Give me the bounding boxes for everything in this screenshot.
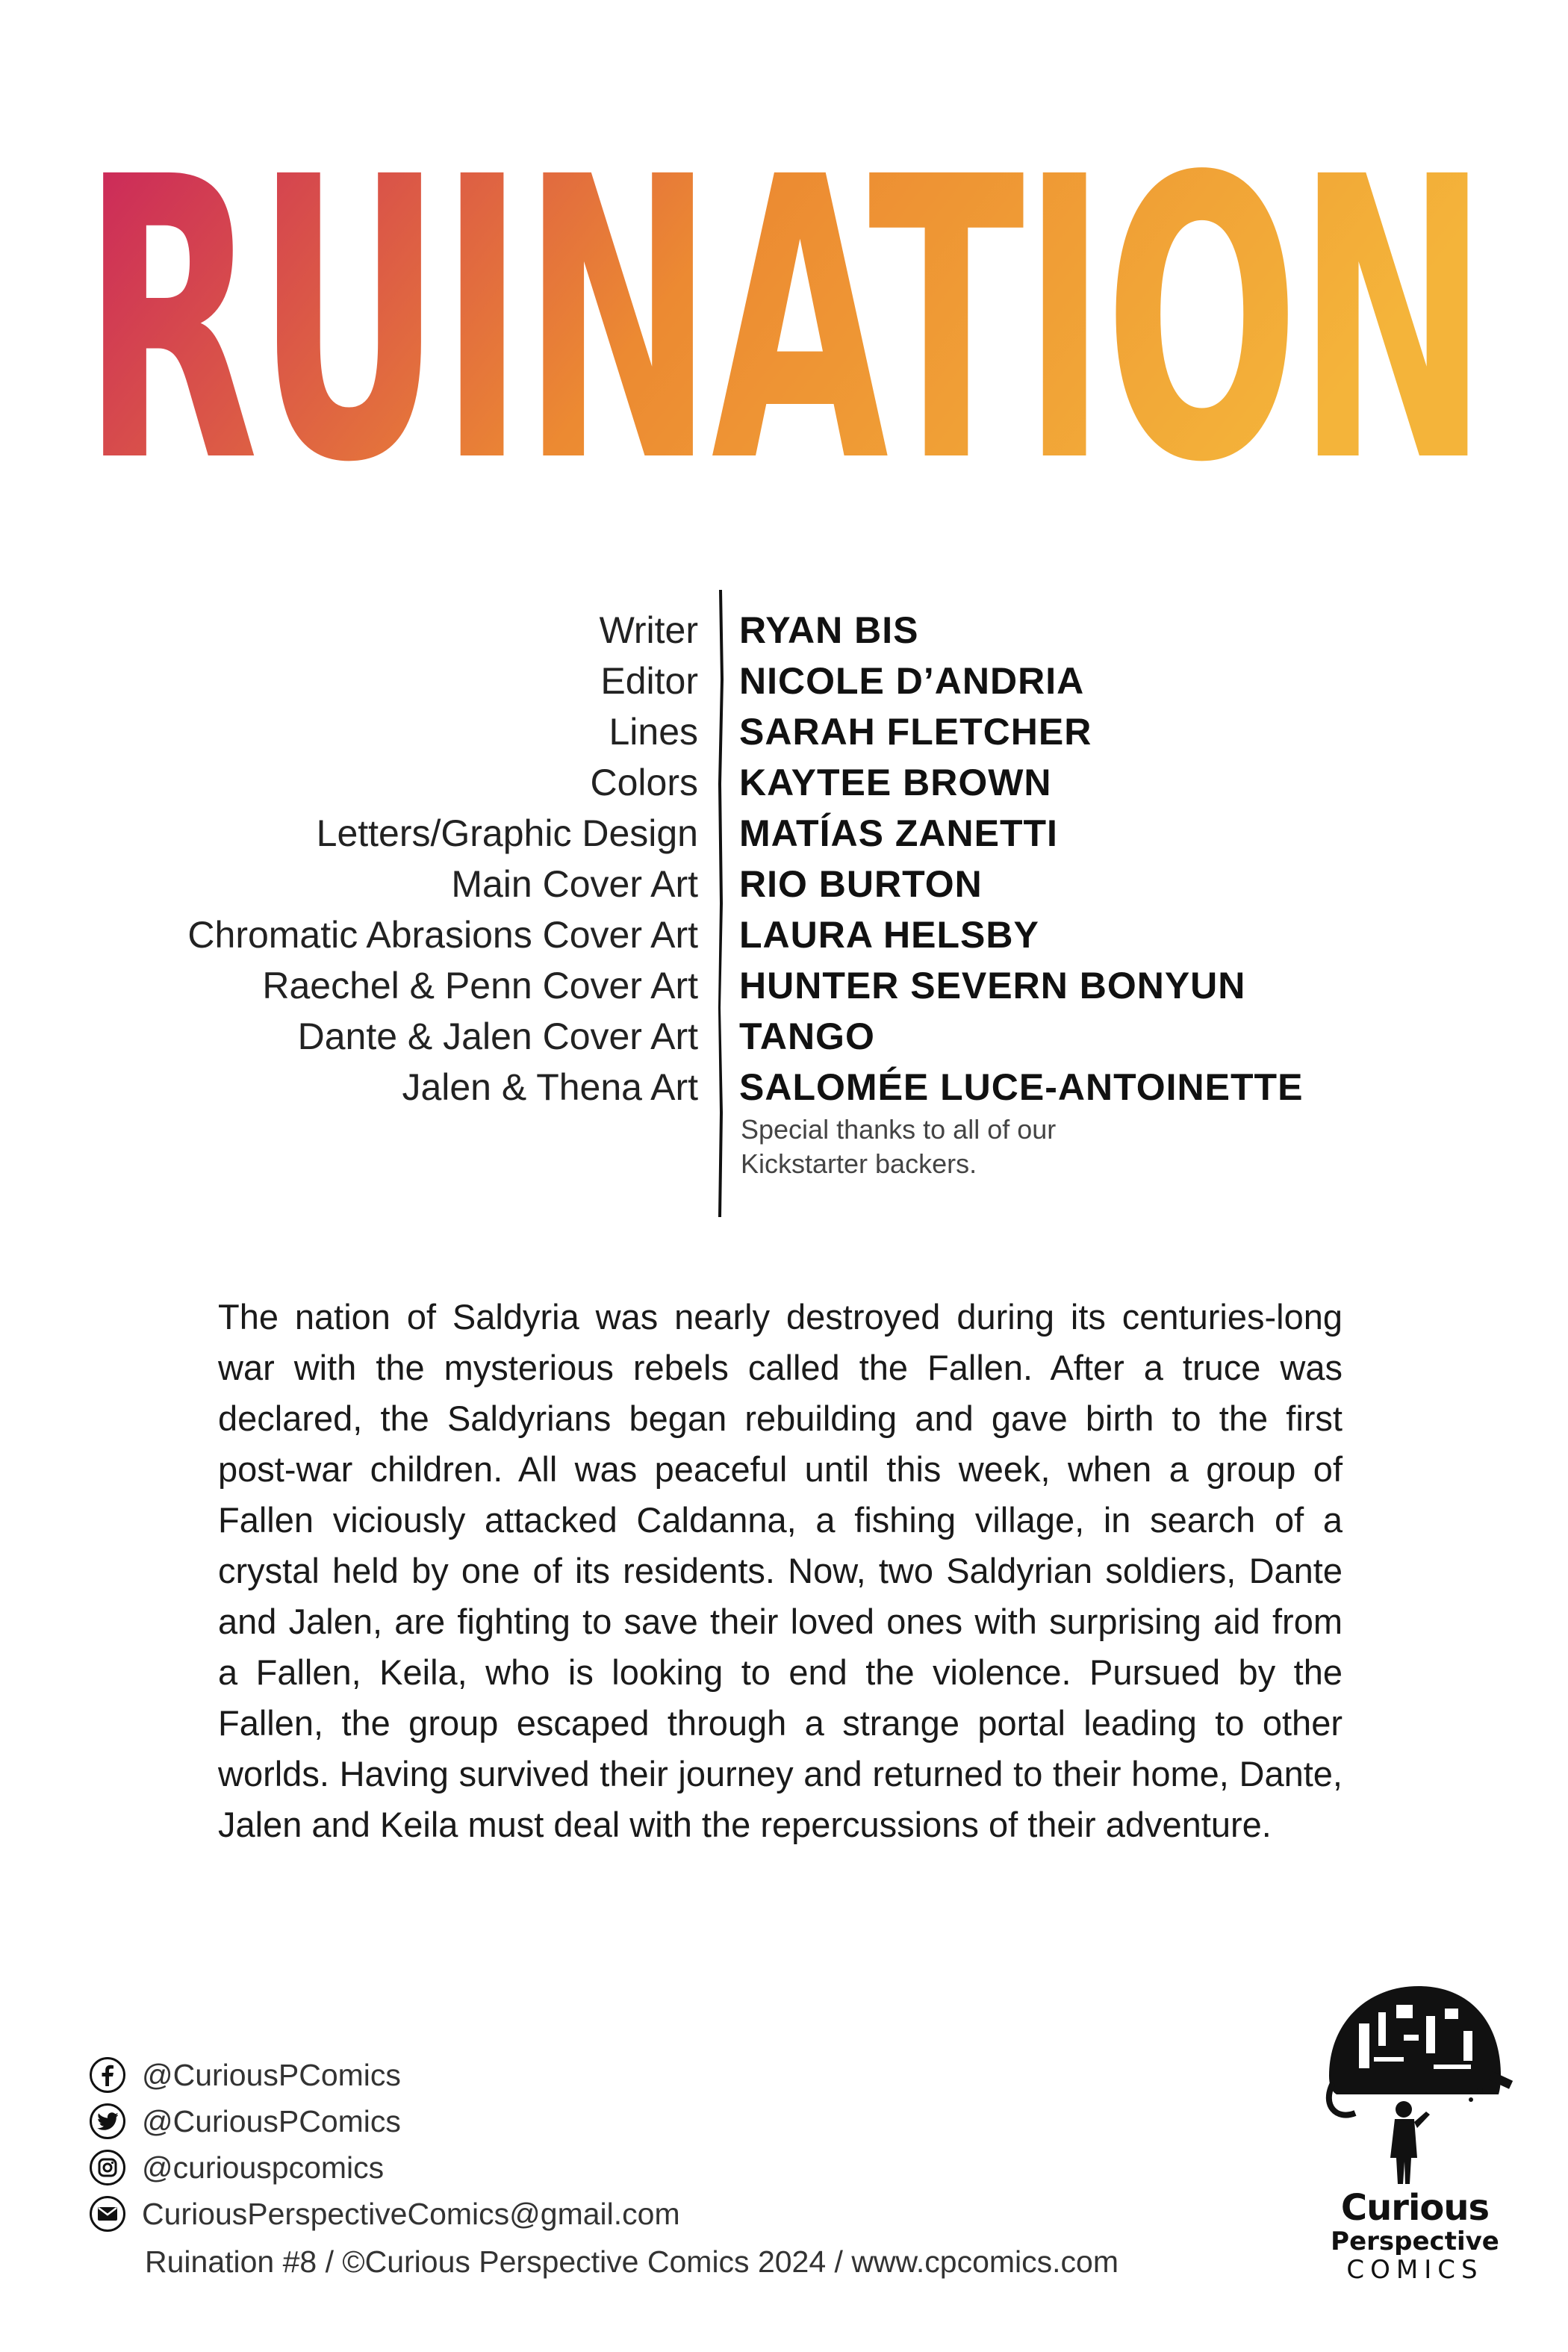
facebook-icon: [90, 2057, 125, 2093]
credit-role: Jalen & Thena Art: [402, 1066, 698, 1108]
twitter-handle[interactable]: @CuriousPComics: [142, 2103, 401, 2138]
credit-name: MATÍAS ZANETTI: [739, 812, 1058, 854]
credit-name: KAYTEE BROWN: [739, 762, 1052, 803]
credit-name: TANGO: [739, 1015, 875, 1057]
credit-role: Colors: [590, 762, 698, 803]
credit-role: Main Cover Art: [451, 863, 698, 905]
credit-role: Chromatic Abrasions Cover Art: [187, 914, 698, 956]
credit-role: Dante & Jalen Cover Art: [297, 1015, 698, 1057]
social-email[interactable]: [90, 2191, 1060, 2237]
publisher-logo: [1314, 1971, 1516, 2292]
publisher-logo-icon: [1314, 1971, 1516, 2188]
credit-role: Lines: [609, 711, 698, 753]
credit-names: [739, 605, 1523, 1113]
credit-role: Writer: [599, 609, 698, 651]
special-thanks-line: Kickstarter backers.: [741, 1148, 977, 1179]
title-logo: [75, 82, 1493, 500]
email-address[interactable]: CuriousPerspectiveComics@gmail.com: [142, 2196, 680, 2231]
credit-role: Raechel & Penn Cover Art: [262, 965, 698, 1007]
special-thanks-line: Special thanks to all of our: [741, 1114, 1057, 1145]
credit-name: HUNTER SEVERN BONYUN: [739, 965, 1246, 1007]
email-icon: [90, 2196, 125, 2232]
credit-role: Editor: [600, 660, 698, 702]
page-title: RUINATION: [82, 95, 1486, 500]
credit-name: LAURA HELSBY: [739, 914, 1039, 956]
title-graphic: [75, 82, 1493, 500]
social-instagram[interactable]: [90, 2144, 1060, 2191]
credits-divider: [717, 590, 727, 1217]
instagram-icon: [90, 2150, 125, 2185]
footer-copyright: Ruination #8 / ©Curious Perspective Comics 2024 / www.cpcomics.com: [145, 2244, 1119, 2279]
credit-name: RYAN BIS: [739, 609, 919, 651]
credit-roles: [26, 605, 698, 1113]
instagram-handle[interactable]: @curiouspcomics: [142, 2150, 385, 2185]
publisher-name-line3: COMICS: [1346, 2255, 1484, 2285]
credit-name: RIO BURTON: [739, 863, 983, 905]
social-links: [90, 2052, 1060, 2237]
facebook-handle[interactable]: @CuriousPComics: [142, 2057, 401, 2092]
social-twitter[interactable]: [90, 2098, 1060, 2144]
credit-name: SALOMÉE LUCE-ANTOINETTE: [739, 1066, 1304, 1108]
synopsis-text: The nation of Saldyria was nearly destroyed during its centuries-long war with the mysterious rebels called the Fallen. After a truce was declared, the Saldyrians began rebuilding and gave birth to the first post-war children. All was peaceful until this week, when a group of Fallen viciously attacked Caldanna, a fishing village, in search of a crystal held by one of its residents. Now, two Saldyrian soldiers, Dante and Jalen, are fighting to save their loved ones with surprising aid from a Fallen, Keila, who is looking to end the violence. Pursued by the Fallen, the group escaped through a strange portal leading to other worlds. Having survived their journey and returned to their home, Dante, Jalen and Keila must deal with the repercussions of their adventure.: [218, 1297, 1343, 1844]
social-facebook[interactable]: [90, 2052, 1060, 2098]
credit-name: NICOLE D’ANDRIA: [739, 660, 1085, 702]
twitter-icon: [90, 2103, 125, 2139]
credit-name: SARAH FLETCHER: [739, 711, 1092, 753]
publisher-name-line1: Curious: [1340, 2187, 1490, 2229]
publisher-name-line2: Perspective: [1331, 2227, 1499, 2256]
credit-role: Letters/Graphic Design: [316, 812, 698, 854]
special-thanks: [741, 1113, 1189, 1181]
credits-block: [0, 590, 1568, 1232]
